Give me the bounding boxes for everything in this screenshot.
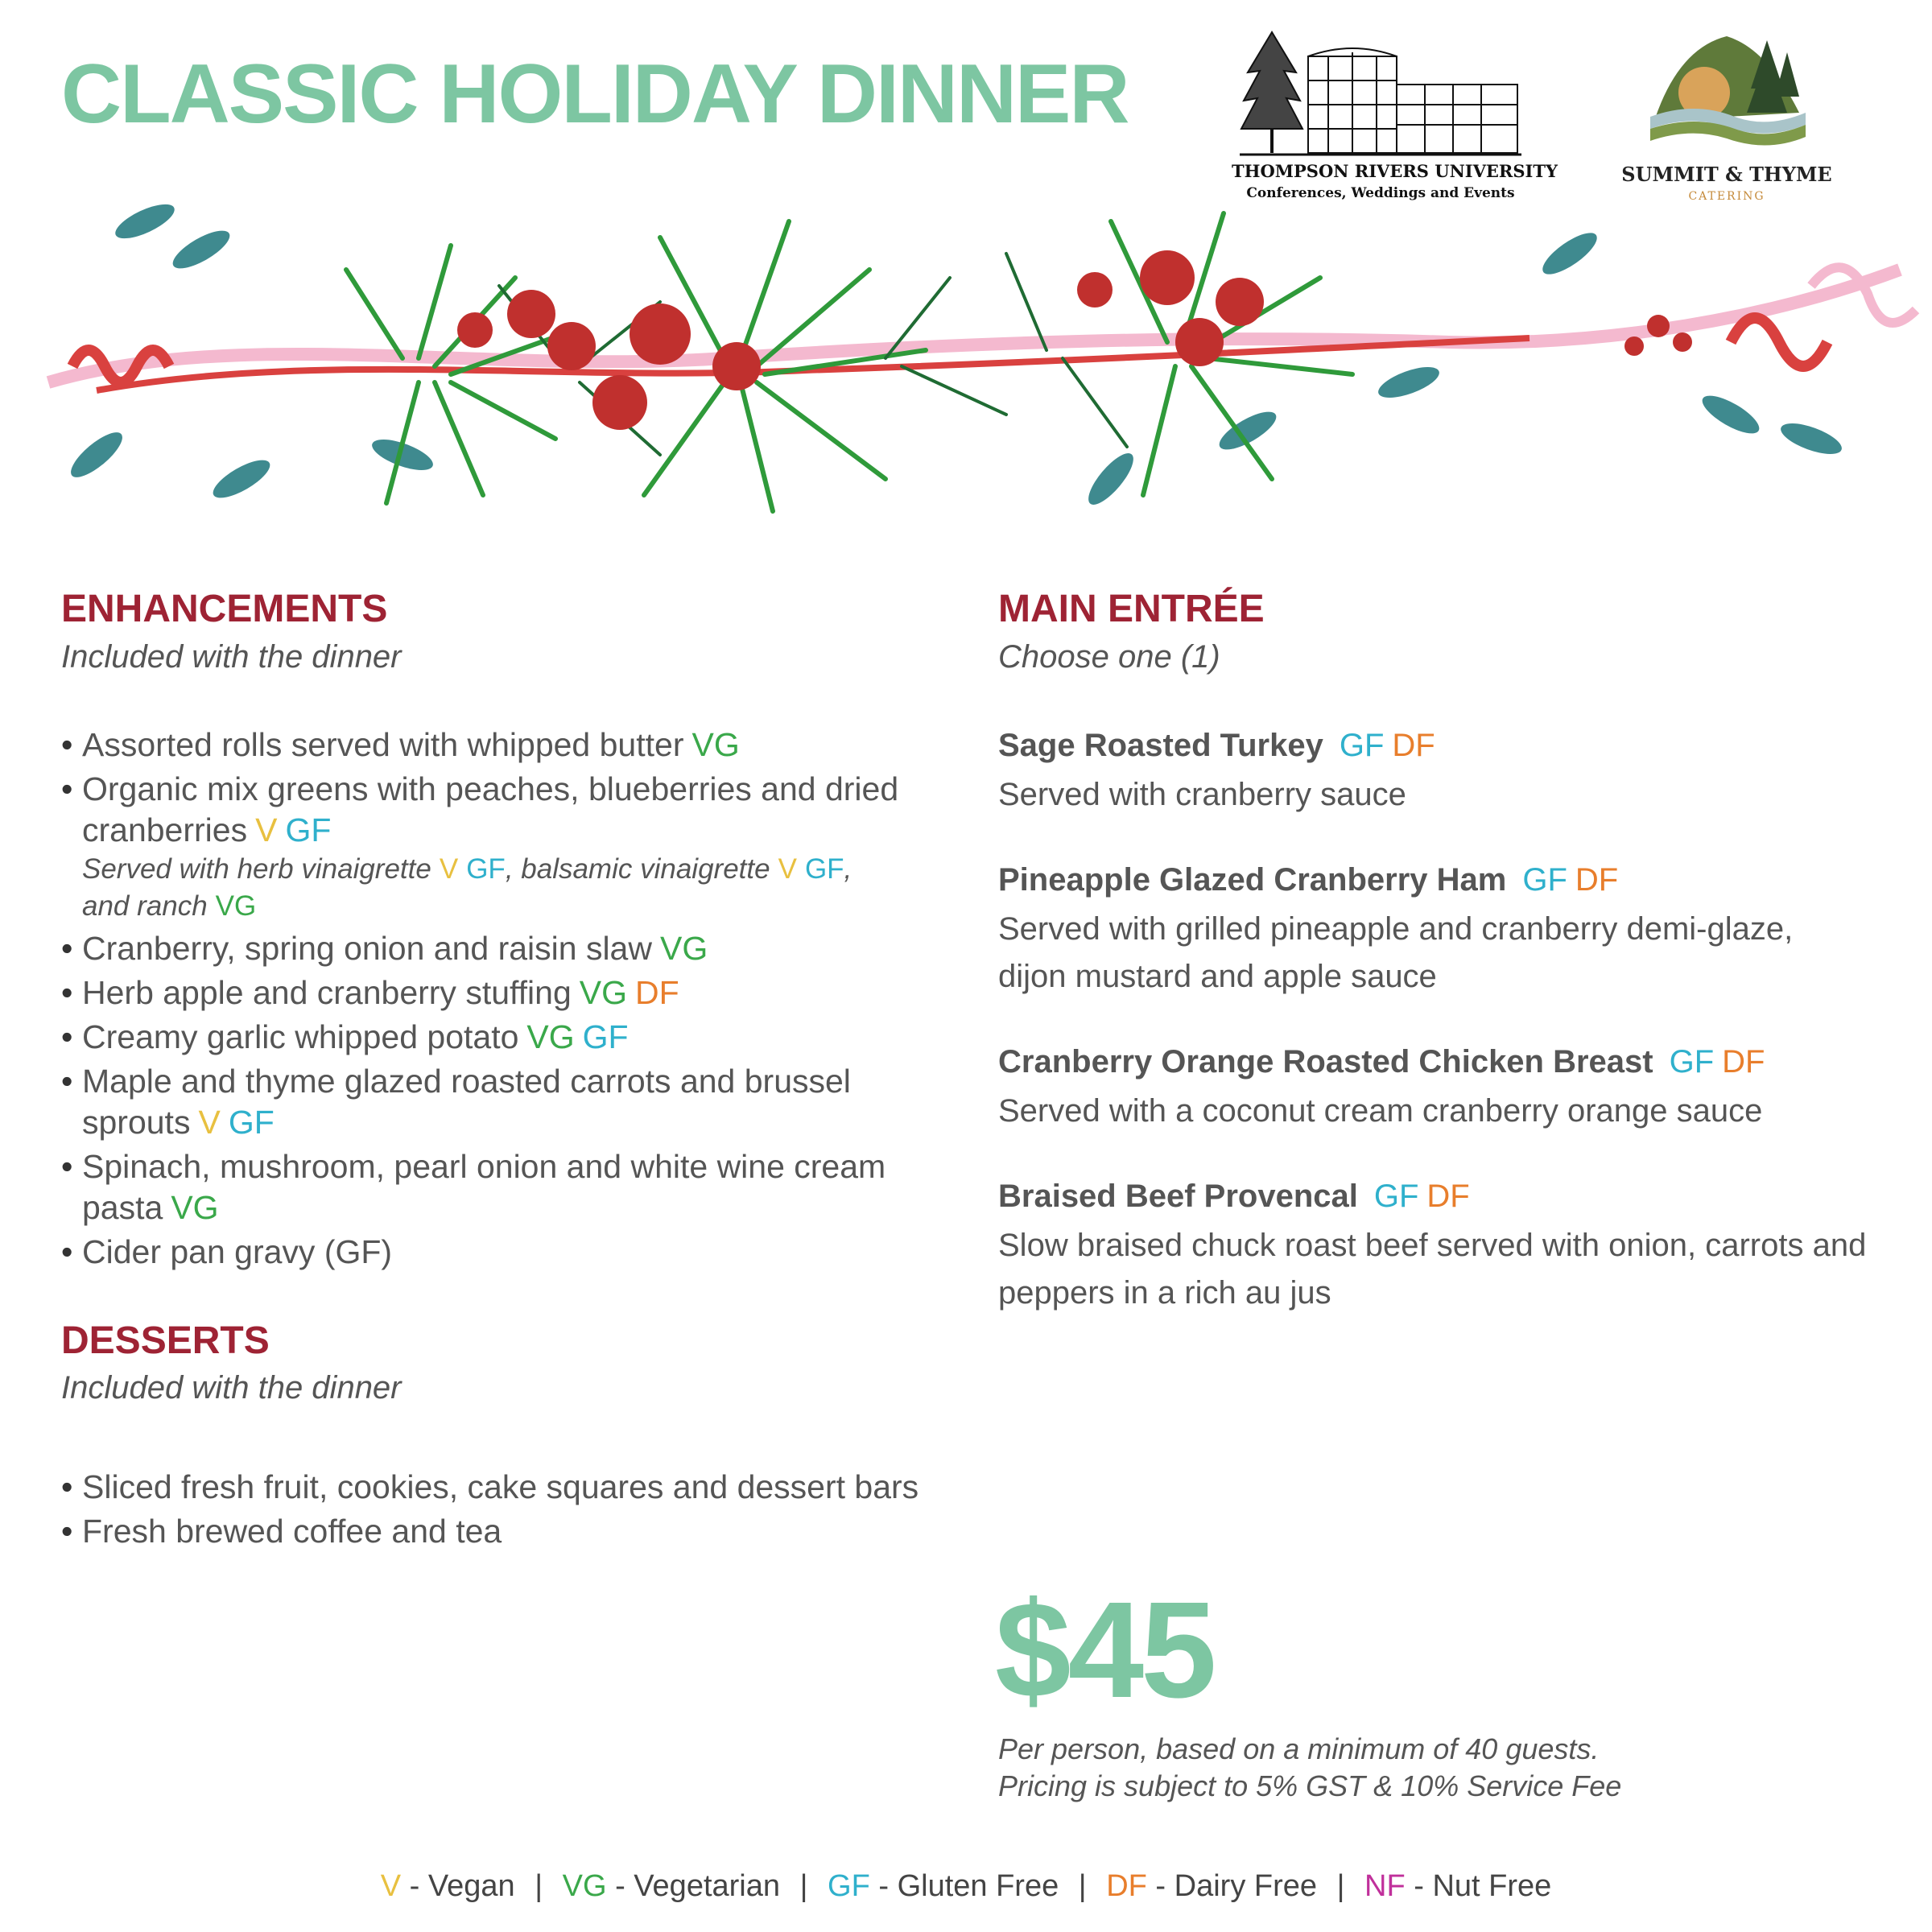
page-title: CLASSIC HOLIDAY DINNER — [61, 47, 1129, 141]
legend-label: - Nut Free — [1405, 1869, 1552, 1903]
tag-dairy-free: DF — [1392, 727, 1435, 763]
tag-gluten-free: GF — [804, 852, 844, 885]
tag-gluten-free: GF — [582, 1018, 629, 1055]
list-item — [61, 1467, 971, 1508]
tag-gluten-free: GF — [1522, 861, 1567, 898]
tag-gluten-free: GF — [1669, 1043, 1715, 1080]
list-item — [61, 1017, 971, 1058]
tag-gluten-free: GF — [1373, 1178, 1419, 1214]
entree-name — [998, 859, 1868, 901]
tag-gluten-free: GF — [228, 1103, 275, 1141]
entree-list — [998, 724, 1868, 1317]
legend-separator: | — [1078, 1869, 1087, 1903]
list-item — [61, 769, 971, 925]
legend-label: - Gluten Free — [869, 1869, 1059, 1903]
list-item — [61, 1146, 971, 1228]
note-text: , balsamic vinaigrette — [505, 852, 770, 885]
tag-dairy-free: DF — [1575, 861, 1619, 898]
entree-description: Served with cranberry sauce — [998, 776, 1406, 812]
list-item — [61, 928, 971, 969]
entree-name — [998, 1041, 1868, 1083]
legend-separator: | — [1336, 1869, 1345, 1903]
entree-name — [998, 724, 1868, 766]
item-text: Cider pan gravy (GF) — [82, 1232, 393, 1270]
item-text: Organic mix greens with peaches, blueberries and dried cranberries — [82, 770, 899, 848]
legend-code-vegetarian: VG — [562, 1869, 607, 1903]
list-item — [61, 724, 971, 766]
note-text: , — [844, 852, 852, 885]
enhancements-heading: ENHANCEMENTS — [61, 588, 388, 630]
tag-vegetarian: VG — [579, 973, 628, 1011]
item-text: Sliced fresh fruit, cookies, cake squares and dessert bars — [82, 1468, 919, 1506]
entree-description: Served with grilled pineapple and cranberry demi-glaze, dijon mustard and apple sauce — [998, 910, 1794, 994]
main-entree-heading: MAIN ENTRÉE — [998, 588, 1265, 630]
entree-description: Served with a coconut cream cranberry orange sauce — [998, 1092, 1763, 1129]
tag-vegetarian: VG — [691, 725, 740, 763]
entree-name-text: Braised Beef Provencal — [998, 1178, 1358, 1214]
summit-name: SUMMIT & THYME — [1621, 163, 1832, 186]
tag-gluten-free: GF — [466, 852, 506, 885]
entree-item — [998, 724, 1868, 819]
entree-item — [998, 1041, 1868, 1135]
dressing-note — [82, 851, 971, 925]
item-text: Herb apple and cranberry stuffing — [82, 973, 572, 1011]
legend-code-vegan: V — [380, 1869, 402, 1903]
tag-vegan: V — [439, 852, 459, 885]
legend-separator: | — [799, 1869, 808, 1903]
entree-name-text: Sage Roasted Turkey — [998, 727, 1323, 763]
legend-label: - Dairy Free — [1146, 1869, 1318, 1903]
right-column — [998, 586, 1868, 1317]
note-text: Served with herb vinaigrette — [82, 852, 431, 885]
list-item — [61, 972, 971, 1013]
legend-code-dairy-free: DF — [1106, 1869, 1147, 1903]
tag-vegan: V — [198, 1103, 221, 1141]
holiday-garland-illustration — [0, 173, 1932, 539]
item-text: Creamy garlic whipped potato — [82, 1018, 519, 1055]
list-item — [61, 1061, 971, 1143]
item-text: Fresh brewed coffee and tea — [82, 1513, 502, 1550]
mountain-trees-icon — [1646, 24, 1807, 153]
tru-name: THOMPSON RIVERS UNIVERSITY — [1232, 161, 1558, 181]
item-text: Maple and thyme glazed roasted carrots and brussel sprouts — [82, 1062, 851, 1141]
entree-name-text: Cranberry Orange Roasted Chicken Breast — [998, 1043, 1653, 1080]
enhancements-section — [61, 586, 971, 1273]
legend-separator: | — [535, 1869, 543, 1903]
desserts-list — [61, 1467, 971, 1552]
main-entree-subheading: Choose one (1) — [998, 638, 1220, 675]
item-text: Spinach, mushroom, pearl onion and white wine cream pasta — [82, 1147, 886, 1226]
dietary-legend — [0, 1869, 1932, 1904]
tag-vegetarian: VG — [526, 1018, 575, 1055]
left-column — [61, 586, 971, 1555]
price-note — [998, 1731, 1621, 1805]
legend-code-gluten-free: GF — [828, 1869, 870, 1903]
tag-vegetarian: VG — [215, 890, 257, 922]
price-note-line: Per person, based on a minimum of 40 guests. — [998, 1732, 1600, 1765]
list-item — [61, 1511, 971, 1552]
tru-subtitle: Conferences, Weddings and Events — [1246, 185, 1515, 201]
tag-gluten-free: GF — [285, 811, 332, 848]
entree-name — [998, 1175, 1868, 1217]
entree-name-text: Pineapple Glazed Cranberry Ham — [998, 861, 1507, 898]
tag-dairy-free: DF — [1426, 1178, 1470, 1214]
item-text: Cranberry, spring onion and raisin slaw — [82, 929, 652, 967]
university-building-icon — [1240, 24, 1521, 161]
enhancements-list — [61, 724, 971, 1273]
desserts-heading: DESSERTS — [61, 1319, 270, 1362]
summit-subtitle: CATERING — [1688, 190, 1765, 203]
tag-vegetarian: VG — [171, 1188, 219, 1226]
tag-dairy-free: DF — [635, 973, 679, 1011]
item-text: Assorted rolls served with whipped butter — [82, 725, 684, 763]
tag-gluten-free: GF — [1339, 727, 1385, 763]
tag-vegan: V — [778, 852, 797, 885]
legend-label: - Vegan — [401, 1869, 515, 1903]
note-text: and ranch — [82, 890, 208, 922]
price-amount: $45 — [995, 1574, 1214, 1727]
enhancements-subheading: Included with the dinner — [61, 638, 402, 675]
desserts-subheading: Included with the dinner — [61, 1370, 402, 1406]
list-item — [61, 1232, 971, 1273]
entree-description: Slow braised chuck roast beef served with onion, carrots and peppers in a rich au jus — [998, 1227, 1867, 1311]
legend-label: - Vegetarian — [606, 1869, 781, 1903]
entree-item — [998, 1175, 1868, 1317]
legend-code-nut-free: NF — [1364, 1869, 1406, 1903]
tag-dairy-free: DF — [1722, 1043, 1765, 1080]
desserts-section — [61, 1318, 971, 1553]
price-note-line: Pricing is subject to 5% GST & 10% Service Fee — [998, 1769, 1622, 1802]
tag-vegetarian: VG — [659, 929, 708, 967]
entree-item — [998, 859, 1868, 1001]
tag-vegan: V — [255, 811, 278, 848]
